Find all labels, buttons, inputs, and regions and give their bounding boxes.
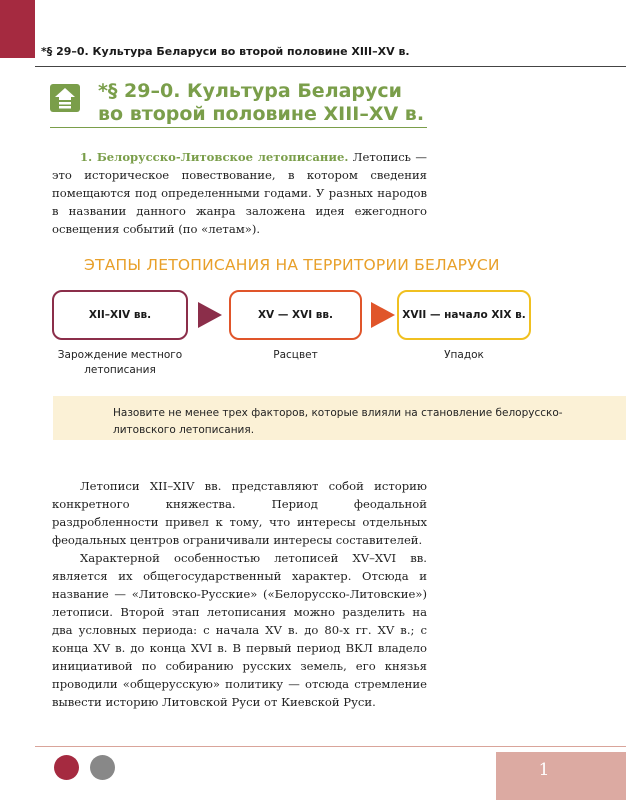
section-title: *§ 29–0. Культура Беларуси во второй половине XIII–XV в. xyxy=(98,80,425,125)
paragraph-text: Летопись — это историческое повествование, в котором сведения помещаются под определенными годами. У разных народов в названии данного жанра заложена идея ежегодного освещения событий (по «летам»). xyxy=(52,150,428,236)
stage-box-2: XV — XVI вв. xyxy=(229,290,362,340)
stages-heading: ЭТАПЫ ЛЕТОПИСАНИЯ НА ТЕРРИТОРИИ БЕЛАРУСИ xyxy=(84,256,500,274)
body-paragraph: Летописи XII–XIV вв. представляют собой историю конкретного княжества. Период феодальной раздробленности привел к тому, что интересы отдельных феодальных центров ограничивали интересы составителей. xyxy=(52,479,427,547)
red-dot-icon xyxy=(54,755,79,780)
arrow-right-icon xyxy=(371,302,395,328)
arrow-right-icon xyxy=(198,302,222,328)
title-underline xyxy=(50,127,427,128)
stage-caption-1: Зарождение местного летописания xyxy=(57,349,183,376)
gray-dot-icon xyxy=(90,755,115,780)
stage-caption-2: Расцвет xyxy=(273,349,318,361)
page-number: 1 xyxy=(538,760,550,780)
intro-paragraph xyxy=(52,148,427,238)
main-text xyxy=(52,477,427,711)
stage-box-3: XVII — начало XIX в. xyxy=(397,290,531,340)
stage-caption-3: Упадок xyxy=(444,349,484,361)
paragraph-subheading: 1. Белорусско-Литовское летописание. xyxy=(80,150,349,164)
header-divider xyxy=(35,66,626,67)
stage-box-1: XII–XIV вв. xyxy=(52,290,188,340)
task-box: Назовите не менее трех факторов, которые влияли на становление белорусско-литовского летописания. xyxy=(53,396,626,440)
body-paragraph: Характерной особенностью летописей XV–XVI вв. является их общегосударственный характер. Отсюда и название — «Литовско-Русские» («Белорусско-Литовские») летописи. Второй этап летописания можно разделить на два условных периода: с начала XV в. до 80-х гг. XV в.; с конца XV в. до конца XVI в. В первый период ВКЛ владело инициативой по собиранию русских земель, его князья проводили «общерусскую» политику — отсюда стремление вывести историю Литовской Руси от Киевской Руси. xyxy=(52,551,427,709)
home-up-icon xyxy=(50,84,80,112)
footer-divider xyxy=(35,746,626,747)
corner-tab xyxy=(0,0,35,58)
running-header: *§ 29–0. Культура Беларуси во второй половине XIII–XV в. xyxy=(41,45,410,58)
